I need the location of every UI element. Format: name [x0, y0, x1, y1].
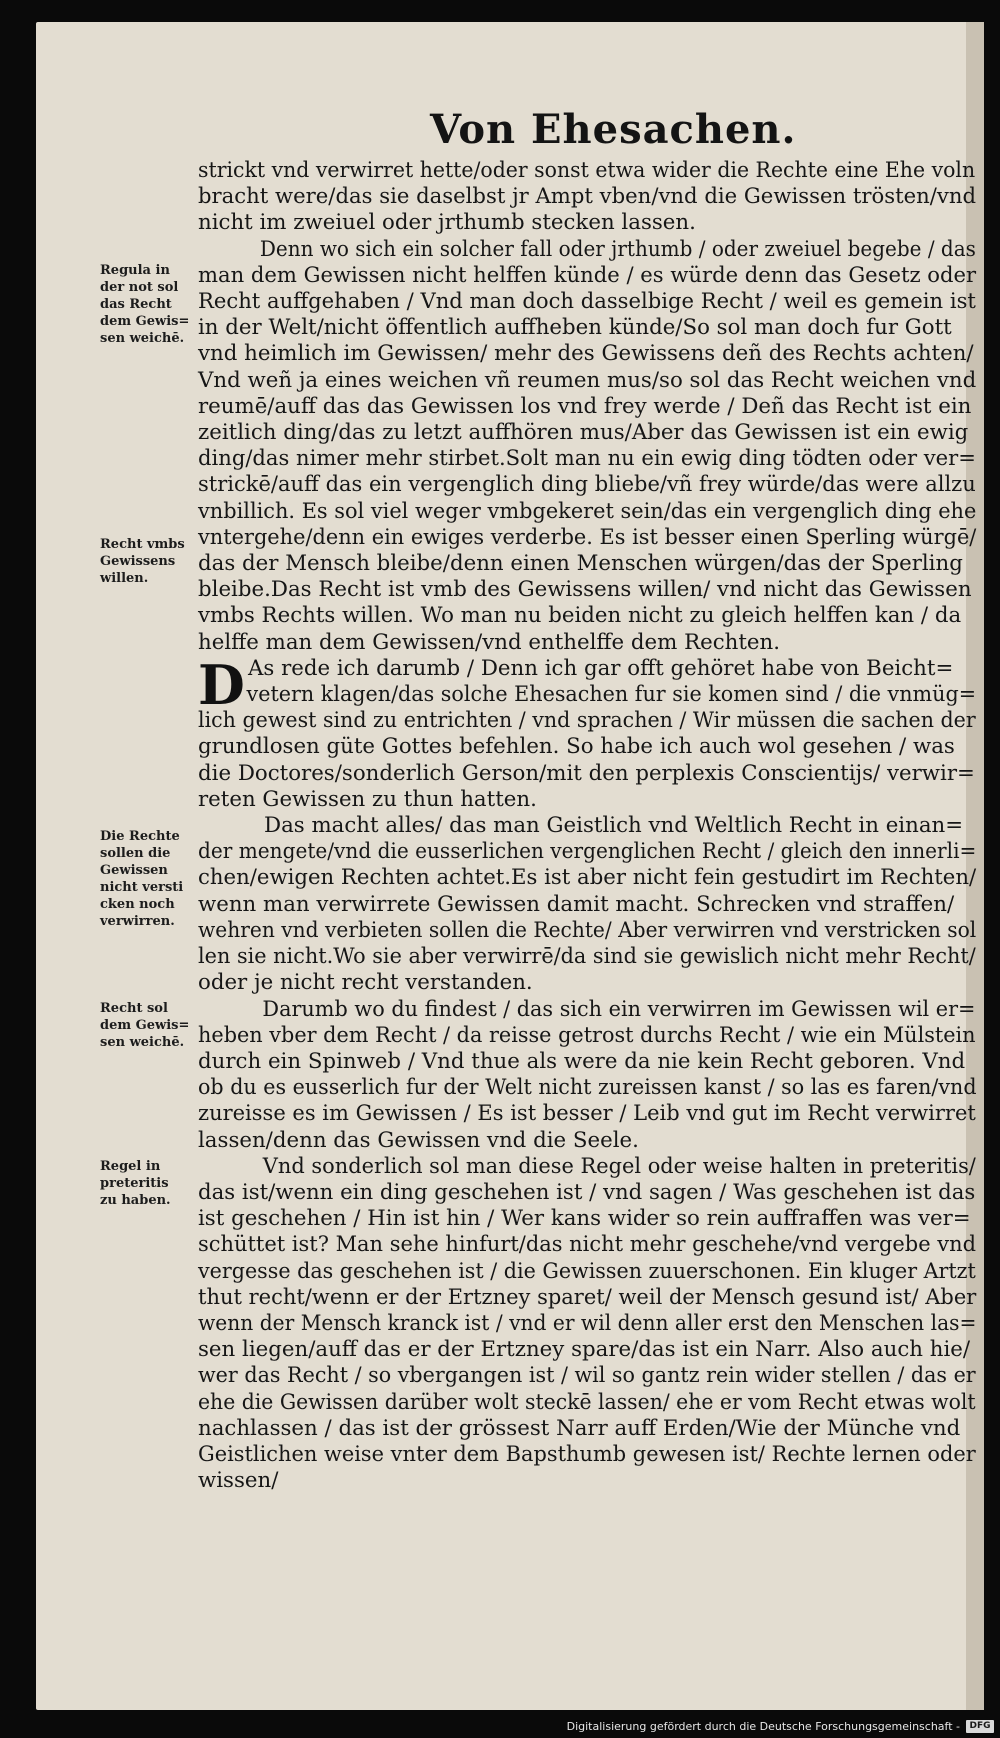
- text-line: vntergehe/denn ein ewiges verderbe. Es ist besser einen Sperling würgē/: [198, 524, 977, 550]
- text-line: len sie nicht.Wo sie aber verwirrē/da sind sie gewislich nicht mehr Recht/: [198, 944, 976, 970]
- text-line: vergesse das geschehen ist / die Gewissen zuuerschonen. Ein kluger Artzt: [198, 1258, 976, 1284]
- text-line: Vnd weñ ja eines weichen vñ reumen mus/so sol das Recht weichen vnd: [198, 367, 977, 393]
- text-line: ist geschehen / Hin ist hin / Wer kans wider so rein auffraffen was ver=: [198, 1206, 971, 1232]
- gloss-line: Gewissen: [100, 863, 168, 878]
- marginal-gloss: [100, 536, 200, 587]
- text-line: thut recht/wenn er der Ertzney sparet/ weil der Mensch gesund ist/ Aber: [198, 1284, 977, 1310]
- marginal-gloss: [100, 1158, 200, 1209]
- text-line: grundlosen güte Gottes befehlen. So habe ich auch wol gesehen / was: [198, 734, 955, 760]
- text-line: Denn wo sich ein solcher fall oder jrthumb / oder zweiuel begebe / das: [259, 236, 976, 262]
- text-line: oder je nicht recht verstanden.: [198, 970, 533, 996]
- text-line: wenn man verwirrete Gewissen damit macht. Schrecken vnd straffen/: [198, 891, 955, 917]
- text-line: Vnd sonderlich sol man diese Regel oder weise halten in preteritis/: [262, 1153, 976, 1179]
- text-line: durch ein Spinweb / Vnd thue als were da nie kein Recht geboren. Vnd: [198, 1048, 966, 1074]
- running-head: Von Ehesachen.: [430, 106, 797, 153]
- gloss-line: dem Gewis=: [100, 314, 190, 329]
- marginal-gloss: [100, 828, 200, 930]
- text-line: strickē/auff das ein vergenglich ding bliebe/vñ frey würde/das were allzu: [198, 472, 976, 498]
- text-line: ding/das nimer mehr stirbet.Solt man nu ein ewig ding tödten oder ver=: [198, 446, 976, 472]
- text-line: ehe die Gewissen darüber wolt steckē lassen/ ehe er vom Recht etwas wolt: [198, 1389, 976, 1415]
- text-line: vetern klagen/das solche Ehesachen fur sie komen sind / die vnmüg=: [246, 682, 977, 708]
- gloss-line: preteritis: [100, 1176, 169, 1191]
- text-line: in der Welt/nicht öffentlich auffheben künde/So sol man doch fur Gott: [198, 315, 952, 341]
- text-line: helffe man dem Gewissen/vnd enthelffe dem Rechten.: [198, 629, 781, 655]
- text-line: strickt vnd verwirret hette/oder sonst etwa wider die Rechte eine Ehe voln: [198, 158, 976, 183]
- text-line: man dem Gewissen nicht helffen künde / es würde denn das Gesetz oder: [198, 262, 977, 288]
- gloss-line: Gewissens: [100, 554, 176, 569]
- text-line: Das macht alles/ das man Geistlich vnd Weltlich Recht in einan=: [264, 813, 964, 839]
- text-line: vnbillich. Es sol viel weger vmbgekeret sein/das ein vergenglich ding ehe: [198, 498, 977, 524]
- text-line: zeitlich ding/das zu letzt auffhören mus/Aber das Gewissen ist ein ewig: [198, 420, 969, 446]
- text-line: vnd heimlich im Gewissen/ mehr des Gewissens deñ des Rechts achten/: [198, 341, 974, 367]
- gloss-line: sollen die: [100, 846, 171, 861]
- text-line: Darumb wo du findest / das sich ein verwirren im Gewissen wil er=: [262, 996, 976, 1022]
- text-line: lich gewest sind zu entrichten / vnd sprachen / Wir müssen die sachen der: [198, 708, 976, 734]
- gloss-line: sen weichē.: [100, 1035, 185, 1050]
- text-line: schüttet ist? Man sehe hinfurt/das nicht mehr geschehe/vnd vergebe vnd: [198, 1232, 977, 1258]
- gloss-line: Regel in: [100, 1159, 161, 1174]
- gloss-line: Die Rechte: [100, 829, 180, 844]
- text-line: heben vber dem Recht / da reisse getrost durchs Recht / wie ein Mülstein: [198, 1022, 976, 1048]
- body-text: [198, 158, 976, 1494]
- text-line: die Doctores/sonderlich Gerson/mit den perplexis Conscientijs/ verwir=: [198, 760, 975, 786]
- text-line: sen liegen/auff das er der Ertzney spare/das ist ein Narr. Also auch hie/: [198, 1337, 971, 1363]
- text-line: bracht were/das sie daselbst jr Ampt vben/vnd die Gewissen trösten/vnd: [198, 184, 977, 210]
- text-line: wenn der Mensch kranck ist / vnd er wil denn aller erst den Menschen las=: [198, 1310, 977, 1336]
- drop-cap: D: [198, 652, 245, 717]
- gloss-line: cken noch: [100, 897, 175, 912]
- gloss-line: das Recht: [100, 297, 172, 312]
- gloss-line: verwirren.: [100, 914, 175, 929]
- gloss-line: Recht vmbs: [100, 537, 185, 552]
- gloss-line: der not sol: [100, 280, 179, 295]
- gloss-line: Recht sol: [100, 1001, 168, 1016]
- text-line: Recht auffgehaben / Vnd man doch dasselbige Recht / weil es gemein ist: [198, 289, 976, 315]
- gloss-line: Regula in: [100, 263, 170, 278]
- text-line: vmbs Rechts willen. Wo man nu beiden nicht zu gleich helffen kan / da: [198, 603, 962, 629]
- text-line: nicht im zweiuel oder jrthumb stecken lassen.: [198, 210, 696, 236]
- text-line: wissen/: [198, 1468, 279, 1494]
- dfg-logo: DFG: [966, 1720, 994, 1733]
- text-line: lassen/denn das Gewissen vnd die Seele.: [198, 1127, 639, 1153]
- footer-credit: Digitalisierung gefördert durch die Deutsche Forschungsgemeinschaft -: [566, 1720, 960, 1733]
- text-line: reumē/auff das das Gewissen los vnd frey werde / Deñ das Recht ist ein: [198, 393, 972, 419]
- text-line: reten Gewissen zu thun hatten.: [198, 786, 537, 812]
- gloss-line: nicht versti: [100, 880, 184, 895]
- gloss-line: dem Gewis=: [100, 1018, 190, 1033]
- text-line: zureisse es im Gewissen / Es ist besser / Leib vnd gut im Recht verwirret: [198, 1101, 976, 1127]
- text-line: wer das Recht / so vbergangen ist / wil so gantz rein wider stellen / das er: [198, 1363, 976, 1389]
- text-line: bleibe.Das Recht ist vmb des Gewissens willen/ vnd nicht das Gewissen: [198, 577, 972, 603]
- marginal-gloss: [100, 1000, 200, 1051]
- text-line: Geistlichen weise vnter dem Bapsthumb gewesen ist/ Rechte lernen oder: [198, 1441, 976, 1467]
- digitization-footer: [0, 1717, 1000, 1738]
- text-line: ob du es eusserlich fur der Welt nicht zureissen kanst / so las es faren/vnd: [198, 1075, 977, 1101]
- text-line: das der Mensch bleibe/denn einen Menschen würgen/das der Sperling: [198, 551, 963, 577]
- marginal-gloss: [100, 262, 200, 347]
- gloss-line: willen.: [100, 571, 149, 586]
- gloss-line: sen weichē.: [100, 331, 185, 346]
- gloss-line: zu haben.: [100, 1193, 171, 1208]
- text-line: der mengete/vnd die eusserlichen vergenglichen Recht / gleich den innerli=: [198, 839, 977, 865]
- text-line: chen/ewigen Rechten achtet.Es ist aber nicht fein gestudirt im Rechten/: [198, 865, 977, 891]
- text-line: nachlassen / das ist der grössest Narr auff Erden/Wie der Münche vnd: [198, 1415, 961, 1441]
- text-line: As rede ich darumb / Denn ich gar offt gehöret habe von Beicht=: [248, 655, 954, 681]
- text-line: wehren vnd verbieten sollen die Rechte/ Aber verwirren vnd verstricken sol: [198, 917, 977, 943]
- text-line: das ist/wenn ein ding geschehen ist / vnd sagen / Was geschehen ist das: [198, 1179, 976, 1205]
